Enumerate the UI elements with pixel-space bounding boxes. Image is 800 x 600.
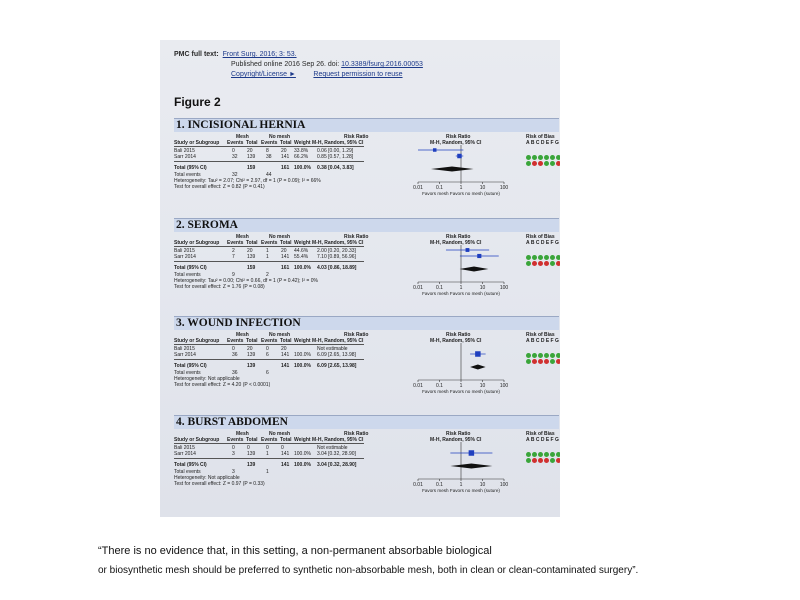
risk-of-bias-row	[526, 253, 560, 271]
heterogeneity: Heterogeneity: Not applicable	[174, 475, 240, 481]
pooled-diamond	[450, 464, 492, 469]
ci-value: Not estimable	[317, 346, 348, 352]
tick-label: 1	[459, 285, 463, 291]
bias-dot	[532, 359, 537, 364]
tick-label: 0.1	[436, 285, 443, 291]
quote-block	[98, 542, 638, 580]
quote-line-1: “There is no evidence that, in this setting, a non-permanent absorbable biological	[98, 545, 492, 557]
weight-value: 55.4%	[294, 254, 309, 260]
bias-dot	[526, 359, 531, 364]
total-ci: 6.09 [2.65, 13.98]	[317, 363, 357, 369]
favors-label: Favors mesh Favors no mesh (suture)	[422, 191, 500, 196]
events-label: Total events	[174, 469, 201, 475]
copyright-link[interactable]: Copyright/License ►	[231, 71, 296, 78]
header-risk-of-bias: Risk of Bias	[526, 234, 555, 240]
study-name: Bali 2015	[174, 248, 195, 254]
header-risk-ratio-plot: Risk Ratio	[446, 332, 471, 338]
effect-square	[433, 148, 437, 152]
header-weight: Weight	[294, 240, 311, 246]
header-events-2: Events	[261, 240, 278, 246]
forest-panel	[174, 218, 559, 314]
weight-value: 33.8%	[294, 148, 309, 154]
total-no-mesh: 0	[281, 445, 284, 451]
figure-title: Figure 2	[174, 95, 221, 109]
bias-dot	[538, 359, 543, 364]
tick-label: 10	[479, 383, 486, 389]
forest-panel	[174, 316, 559, 412]
table-rule	[174, 246, 364, 247]
header-method-plot: M-H, Random, 95% CI	[430, 437, 482, 443]
header-mesh: Mesh	[236, 332, 249, 338]
tick-label: 10	[479, 482, 486, 488]
header-study: Study or Subgroup	[174, 240, 220, 246]
table-rule	[174, 458, 364, 459]
tick-label: 0.01	[413, 383, 423, 389]
events-label: Total events	[174, 370, 201, 376]
header-total-2: Total	[280, 338, 292, 344]
total-no-mesh: 141	[281, 154, 290, 160]
total-no-mesh: 20	[281, 248, 287, 254]
favors-label: Favors mesh Favors no mesh (suture)	[422, 389, 500, 394]
tick-label: 100	[499, 285, 509, 291]
heterogeneity: Heterogeneity: Tau² = 2.07; Chi² = 2.97, df = 1 (P = 0.09); I² = 66%	[174, 178, 321, 184]
header-no-mesh: No mesh	[269, 134, 291, 140]
heterogeneity: Heterogeneity: Not applicable	[174, 376, 240, 382]
study-name: Bali 2015	[174, 346, 195, 352]
header-risk-of-bias: Risk of Bias	[526, 134, 555, 140]
tick-label: 1	[459, 185, 463, 191]
total-mesh: 0	[247, 445, 250, 451]
bias-dot	[532, 261, 537, 266]
events-no-mesh: 1	[266, 254, 269, 260]
published-text: Published online 2016 Sep 26. doi:	[231, 61, 340, 68]
study-name: Sarr 2014	[174, 352, 196, 358]
header-events-2: Events	[261, 140, 278, 146]
events-no-mesh: 6	[266, 352, 269, 358]
tick-label: 10	[479, 185, 486, 191]
events-no-mesh: 38	[266, 154, 272, 160]
tick-label: 100	[499, 482, 509, 488]
weight-value: 66.2%	[294, 154, 309, 160]
header-risk-ratio: Risk Ratio	[344, 234, 369, 240]
overall-effect: Test for overall effect: Z = 0.82 (P = 0.41)	[174, 184, 265, 190]
total-label: Total (95% CI)	[174, 165, 207, 171]
tick-label: 0.01	[413, 185, 423, 191]
bias-dot	[544, 161, 549, 166]
heterogeneity: Heterogeneity: Tau² = 0.00; Chi² = 0.66, df = 1 (P = 0.42); I² = 0%	[174, 278, 318, 284]
header-risk-of-bias: Risk of Bias	[526, 332, 555, 338]
header-total-1: Total	[246, 140, 258, 146]
bias-dot	[532, 458, 537, 463]
bias-dot	[526, 161, 531, 166]
header-total-2: Total	[280, 437, 292, 443]
panel-title: 1. INCISIONAL HERNIA	[174, 118, 559, 132]
total-label: Total (95% CI)	[174, 363, 207, 369]
total-weight: 100.0%	[294, 462, 311, 468]
tick-label: 1	[459, 383, 463, 389]
table-rule	[174, 261, 364, 262]
bias-dot	[544, 261, 549, 266]
total-mesh: 139	[247, 352, 256, 358]
events-mesh-total: 9	[232, 272, 235, 278]
header-mesh: Mesh	[236, 234, 249, 240]
forest-plot	[406, 245, 516, 315]
weight-value: 100.0%	[294, 451, 311, 457]
pooled-diamond	[460, 267, 489, 272]
events-mesh-total: 36	[232, 370, 238, 376]
total-ci: 3.04 [0.32, 28.90]	[317, 462, 357, 468]
events-no-mesh-total: 2	[266, 272, 269, 278]
header-events-1: Events	[227, 338, 244, 344]
header-method: M-H, Random, 95% CI	[312, 140, 364, 146]
forest-plot	[406, 343, 516, 413]
ci-value: 0.85 [0.57, 1.28]	[317, 154, 354, 160]
total-no-mesh-n: 141	[281, 462, 290, 468]
bias-dot	[556, 261, 560, 266]
total-weight: 100.0%	[294, 165, 311, 171]
header-risk-ratio: Risk Ratio	[344, 431, 369, 437]
events-mesh: 3	[232, 451, 235, 457]
study-name: Bali 2015	[174, 148, 195, 154]
total-mesh-n: 139	[247, 363, 256, 369]
events-label: Total events	[174, 172, 201, 178]
forest-plot	[406, 145, 516, 215]
header-weight: Weight	[294, 338, 311, 344]
overall-effect: Test for overall effect: Z = 0.97 (P = 0.33)	[174, 481, 265, 487]
header-events-1: Events	[227, 140, 244, 146]
header-total-1: Total	[246, 338, 258, 344]
table-rule	[174, 146, 364, 147]
tick-label: 100	[499, 185, 509, 191]
total-no-mesh: 141	[281, 352, 290, 358]
ci-value: 7.10 [0.89, 56.96]	[317, 254, 356, 260]
events-mesh: 0	[232, 346, 235, 352]
header-events-2: Events	[261, 437, 278, 443]
header-mesh: Mesh	[236, 134, 249, 140]
bias-dot	[556, 458, 560, 463]
header-method-plot: M-H, Random, 95% CI	[430, 240, 482, 246]
events-mesh: 2	[232, 248, 235, 254]
favors-label: Favors mesh Favors no mesh (suture)	[422, 488, 500, 493]
header-bias-letters: A B C D E F G	[526, 240, 559, 246]
effect-square	[475, 351, 481, 357]
tick-label: 0.01	[413, 482, 423, 488]
header-risk-ratio: Risk Ratio	[344, 332, 369, 338]
tick-label: 100	[499, 383, 509, 389]
study-name: Sarr 2014	[174, 154, 196, 160]
total-weight: 100.0%	[294, 265, 311, 271]
header-total-2: Total	[280, 140, 292, 146]
bias-dot	[550, 261, 555, 266]
total-mesh: 20	[247, 346, 253, 352]
events-mesh: 36	[232, 352, 238, 358]
events-mesh: 7	[232, 254, 235, 260]
header-risk-ratio: Risk Ratio	[344, 134, 369, 140]
header-method-plot: M-H, Random, 95% CI	[430, 338, 482, 344]
header-events-2: Events	[261, 338, 278, 344]
total-mesh-n: 159	[247, 165, 256, 171]
table-rule	[174, 359, 364, 360]
forest-plot	[406, 442, 516, 512]
header-no-mesh: No mesh	[269, 332, 291, 338]
bias-dot	[556, 161, 560, 166]
tick-label: 1	[459, 482, 463, 488]
overall-effect: Test for overall effect: Z = 4.20 (P < 0.0001)	[174, 382, 271, 388]
total-no-mesh: 20	[281, 148, 287, 154]
bias-dot	[544, 458, 549, 463]
header-no-mesh: No mesh	[269, 234, 291, 240]
panel-title: 3. WOUND INFECTION	[174, 316, 559, 330]
bias-dot	[550, 161, 555, 166]
events-mesh: 0	[232, 148, 235, 154]
total-no-mesh-n: 141	[281, 363, 290, 369]
bias-dot	[538, 458, 543, 463]
events-mesh-total: 32	[232, 172, 238, 178]
events-no-mesh: 1	[266, 248, 269, 254]
ci-value: 6.09 [2.65, 13.98]	[317, 352, 356, 358]
tick-label: 0.1	[436, 383, 443, 389]
header-events-1: Events	[227, 240, 244, 246]
total-ci: 0.38 [0.04, 3.83]	[317, 165, 354, 171]
total-ci: 4.03 [0.86, 18.89]	[317, 265, 357, 271]
risk-of-bias-row	[526, 450, 560, 468]
overall-effect: Test for overall effect: Z = 1.76 (P = 0.08)	[174, 284, 265, 290]
total-mesh-n: 139	[247, 462, 256, 468]
events-no-mesh: 0	[266, 445, 269, 451]
weight-value: 100.0%	[294, 352, 311, 358]
events-no-mesh-total: 1	[266, 469, 269, 475]
risk-of-bias-row	[526, 351, 560, 369]
bias-dot	[556, 359, 560, 364]
events-no-mesh: 1	[266, 451, 269, 457]
header-total-1: Total	[246, 437, 258, 443]
header-events-1: Events	[227, 437, 244, 443]
events-mesh: 0	[232, 445, 235, 451]
header-bias-letters: A B C D E F G	[526, 140, 559, 146]
forest-panel	[174, 415, 559, 511]
header-risk-of-bias: Risk of Bias	[526, 431, 555, 437]
total-mesh: 139	[247, 254, 256, 260]
citation-link[interactable]: Front Surg. 2016; 3: 53.	[222, 51, 297, 58]
events-label: Total events	[174, 272, 201, 278]
total-no-mesh-n: 161	[281, 265, 290, 271]
header-risk-ratio-plot: Risk Ratio	[446, 431, 471, 437]
figure-photo	[160, 40, 560, 517]
total-no-mesh: 20	[281, 346, 287, 352]
risk-of-bias-row	[526, 153, 560, 171]
bias-dot	[550, 458, 555, 463]
total-label: Total (95% CI)	[174, 265, 207, 271]
table-rule	[174, 161, 364, 162]
total-mesh-n: 159	[247, 265, 256, 271]
total-weight: 100.0%	[294, 363, 311, 369]
pooled-diamond	[470, 365, 486, 370]
header-weight: Weight	[294, 140, 311, 146]
study-name: Bali 2015	[174, 445, 195, 451]
events-no-mesh-total: 44	[266, 172, 272, 178]
header-bias-letters: A B C D E F G	[526, 437, 559, 443]
weight-value: 44.6%	[294, 248, 309, 254]
bias-dot	[538, 261, 543, 266]
quote-line-2: or biosynthetic mesh should be preferred to synthetic non-absorbable mesh, both in clean or clean-contaminated surgery”.	[98, 565, 639, 576]
events-no-mesh: 8	[266, 148, 269, 154]
bias-dot	[526, 458, 531, 463]
total-no-mesh-n: 161	[281, 165, 290, 171]
header-method-plot: M-H, Random, 95% CI	[430, 140, 482, 146]
events-mesh: 32	[232, 154, 238, 160]
forest-panel	[174, 118, 559, 214]
total-no-mesh: 141	[281, 451, 290, 457]
total-no-mesh: 141	[281, 254, 290, 260]
bias-dot	[550, 359, 555, 364]
bias-dot	[526, 261, 531, 266]
pooled-diamond	[431, 167, 474, 172]
header-risk-ratio-plot: Risk Ratio	[446, 134, 471, 140]
header-risk-ratio-plot: Risk Ratio	[446, 234, 471, 240]
header-study: Study or Subgroup	[174, 140, 220, 146]
study-name: Sarr 2014	[174, 254, 196, 260]
effect-square	[466, 248, 470, 252]
header-mesh: Mesh	[236, 431, 249, 437]
events-mesh-total: 3	[232, 469, 235, 475]
bias-dot	[538, 161, 543, 166]
pmc-citation-block	[174, 50, 423, 80]
total-mesh: 20	[247, 248, 253, 254]
ci-value: 3.04 [0.32, 28.90]	[317, 451, 356, 457]
ci-value: 2.00 [0.20, 20.33]	[317, 248, 356, 254]
header-total-2: Total	[280, 240, 292, 246]
header-method: M-H, Random, 95% CI	[312, 338, 364, 344]
header-method: M-H, Random, 95% CI	[312, 437, 364, 443]
tick-label: 0.1	[436, 482, 443, 488]
header-no-mesh: No mesh	[269, 431, 291, 437]
effect-square	[457, 154, 461, 158]
total-mesh: 139	[247, 154, 256, 160]
ci-value: Not estimable	[317, 445, 348, 451]
header-weight: Weight	[294, 437, 311, 443]
permission-link[interactable]: Request permission to reuse	[313, 71, 403, 78]
total-label: Total (95% CI)	[174, 462, 207, 468]
pmc-label: PMC full text:	[174, 51, 219, 58]
tick-label: 0.1	[436, 185, 443, 191]
total-mesh: 139	[247, 451, 256, 457]
favors-label: Favors mesh Favors no mesh (suture)	[422, 291, 500, 296]
panel-title: 4. BURST ABDOMEN	[174, 415, 559, 429]
effect-square	[477, 254, 481, 258]
events-no-mesh: 0	[266, 346, 269, 352]
header-study: Study or Subgroup	[174, 437, 220, 443]
bias-dot	[532, 161, 537, 166]
header-bias-letters: A B C D E F G	[526, 338, 559, 344]
bias-dot	[544, 359, 549, 364]
tick-label: 0.01	[413, 285, 423, 291]
header-method: M-H, Random, 95% CI	[312, 240, 364, 246]
effect-square	[469, 450, 475, 456]
ci-value: 0.06 [0.00, 1.29]	[317, 148, 354, 154]
header-study: Study or Subgroup	[174, 338, 220, 344]
doi-link[interactable]: 10.3389/fsurg.2016.00053	[341, 61, 423, 68]
events-no-mesh-total: 6	[266, 370, 269, 376]
total-mesh: 20	[247, 148, 253, 154]
study-name: Sarr 2014	[174, 451, 196, 457]
table-rule	[174, 443, 364, 444]
header-total-1: Total	[246, 240, 258, 246]
panel-title: 2. SEROMA	[174, 218, 559, 232]
tick-label: 10	[479, 285, 486, 291]
table-rule	[174, 344, 364, 345]
